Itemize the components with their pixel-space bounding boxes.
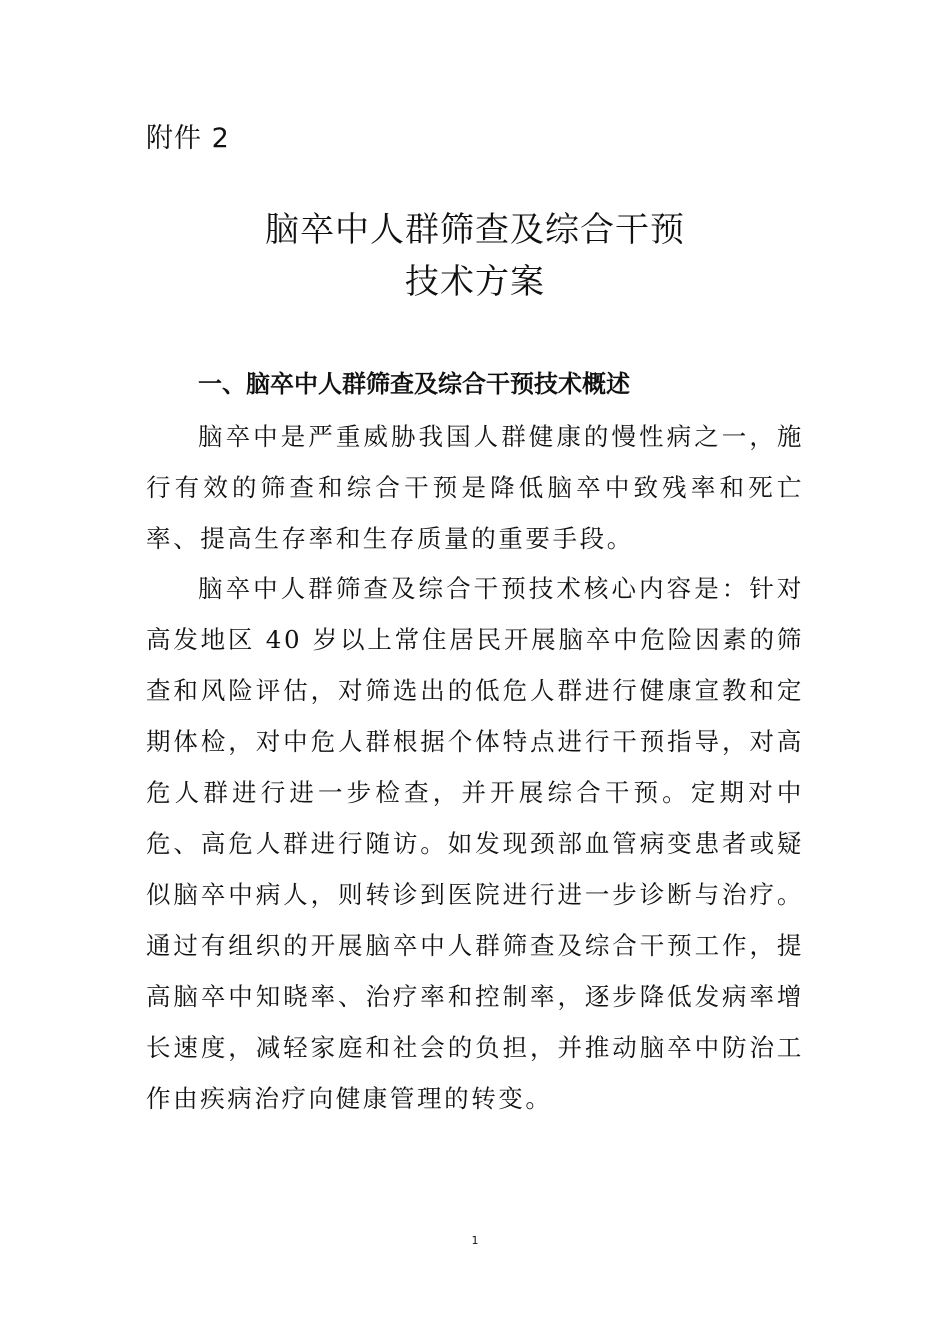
document-title-line-1: 脑卒中人群筛查及综合干预 xyxy=(265,210,685,250)
body-paragraph-1: 脑卒中是严重威胁我国人群健康的慢性病之一，施行有效的筛查和综合干预是降低脑卒中致残率和死亡率、提高生存率和生存质量的重要手段。 xyxy=(146,422,804,553)
body-paragraph-2: 脑卒中人群筛查及综合干预技术核心内容是：针对高发地区 40 岁以上常住居民开展脑卒中危险因素的筛查和风险评估，对筛选出的低危人群进行健康宣教和定期体检，对中危人群根据个体特点进行干预指导，对高危人群进行进一步检查，并开展综合干预。定期对中危、高危人群进行随访。如发现颈部血管病变患者或疑似脑卒中病人，则转诊到医院进行进一步诊断与治疗。通过有组织的开展脑卒中人群筛查及综合干预工作，提高脑卒中知晓率、治疗率和控制率，逐步降低发病率增长速度，减轻家庭和社会的负担，并推动脑卒中防治工作由疾病治疗向健康管理的转变。 xyxy=(146,574,804,1113)
page-number: 1 xyxy=(471,1234,479,1247)
document-title-line-2: 技术方案 xyxy=(405,262,545,302)
attachment-label: 附件 2 xyxy=(146,123,230,154)
section-heading: 一、脑卒中人群筛查及综合干预技术概述 xyxy=(198,370,630,398)
